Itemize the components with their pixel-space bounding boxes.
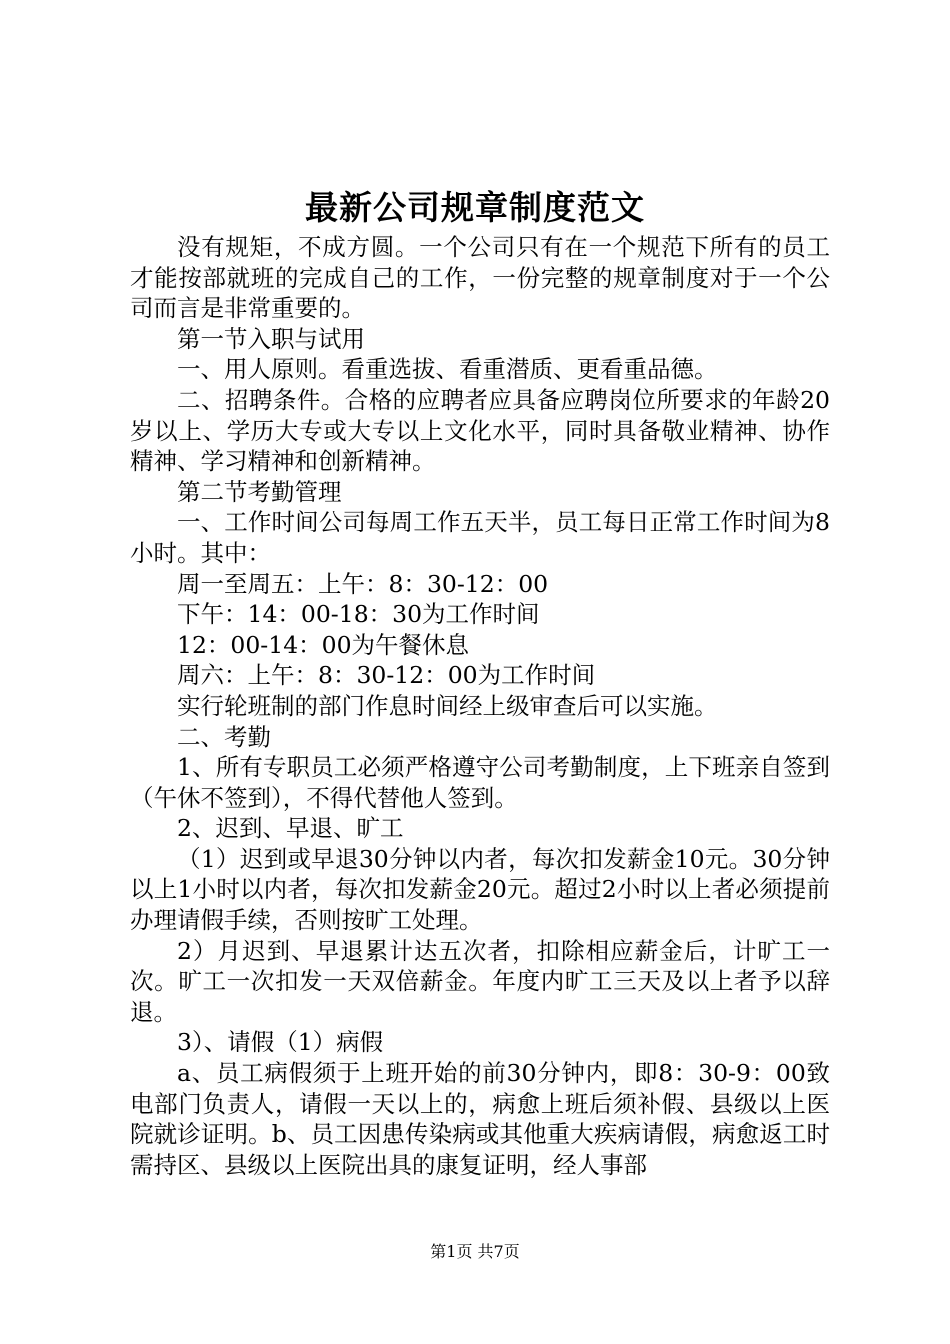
page-footer: 第1页 共7页 [430, 1242, 520, 1261]
section-heading: 第二节考勤管理 [177, 477, 342, 506]
paragraph: 二、考勤 [177, 722, 271, 751]
paragraph: （1）迟到或早退30分钟以内者，每次扣发薪金10元。30分钟以上1小时以内者，每次扣发薪金20元。超过2小时以上者必须提前办理请假手续，否则按旷工处理。 [130, 844, 830, 935]
paragraph: a、员工病假须于上班开始的前30分钟内，即8：30-9：00致电部门负责人，请假一天以上的，病愈上班后须补假、县级以上医院就诊证明。b、员工因患传染病或其他重大疾病请假，病愈返工时需持区、县级以上医院出具的康复证明，经人事部 [130, 1059, 830, 1179]
paragraph: 1、所有专职员工必须严格遵守公司考勤制度，上下班亲自签到（午休不签到），不得代替他人签到。 [130, 753, 830, 812]
paragraph: 周六：上午：8：30-12：00为工作时间 [177, 661, 596, 690]
paragraph: 下午：14：00-18：30为工作时间 [177, 600, 540, 629]
paragraph: 周一至周五：上午：8：30-12：00 [177, 569, 549, 598]
paragraph: 2、迟到、早退、旷工 [177, 814, 404, 843]
paragraph: 一、工作时间公司每周工作五天半，员工每日正常工作时间为8小时。其中： [130, 508, 830, 567]
paragraph: 12：00-14：00为午餐休息 [177, 630, 470, 659]
document-title: 最新公司规章制度范文 [305, 188, 645, 227]
document-body [130, 232, 830, 1180]
section-heading: 第一节入职与试用 [177, 324, 365, 353]
paragraph: 3）、请假（1）病假 [177, 1028, 384, 1057]
paragraph: 实行轮班制的部门作息时间经上级审查后可以实施。 [177, 691, 718, 720]
paragraph: 没有规矩，不成方圆。一个公司只有在一个规范下所有的员工才能按部就班的完成自己的工作，一份完整的规章制度对于一个公司而言是非常重要的。 [130, 233, 830, 323]
paragraph: 2）月迟到、早退累计达五次者，扣除相应薪金后，计旷工一次。旷工一次扣发一天双倍薪金。年度内旷工三天及以上者予以辞退。 [130, 936, 830, 1026]
paragraph: 二、招聘条件。合格的应聘者应具备应聘岗位所要求的年龄20岁以上、学历大专或大专以上文化水平，同时具备敬业精神、协作精神、学习精神和创新精神。 [130, 385, 830, 476]
paragraph: 一、用人原则。看重选拔、看重潜质、更看重品德。 [177, 355, 718, 384]
